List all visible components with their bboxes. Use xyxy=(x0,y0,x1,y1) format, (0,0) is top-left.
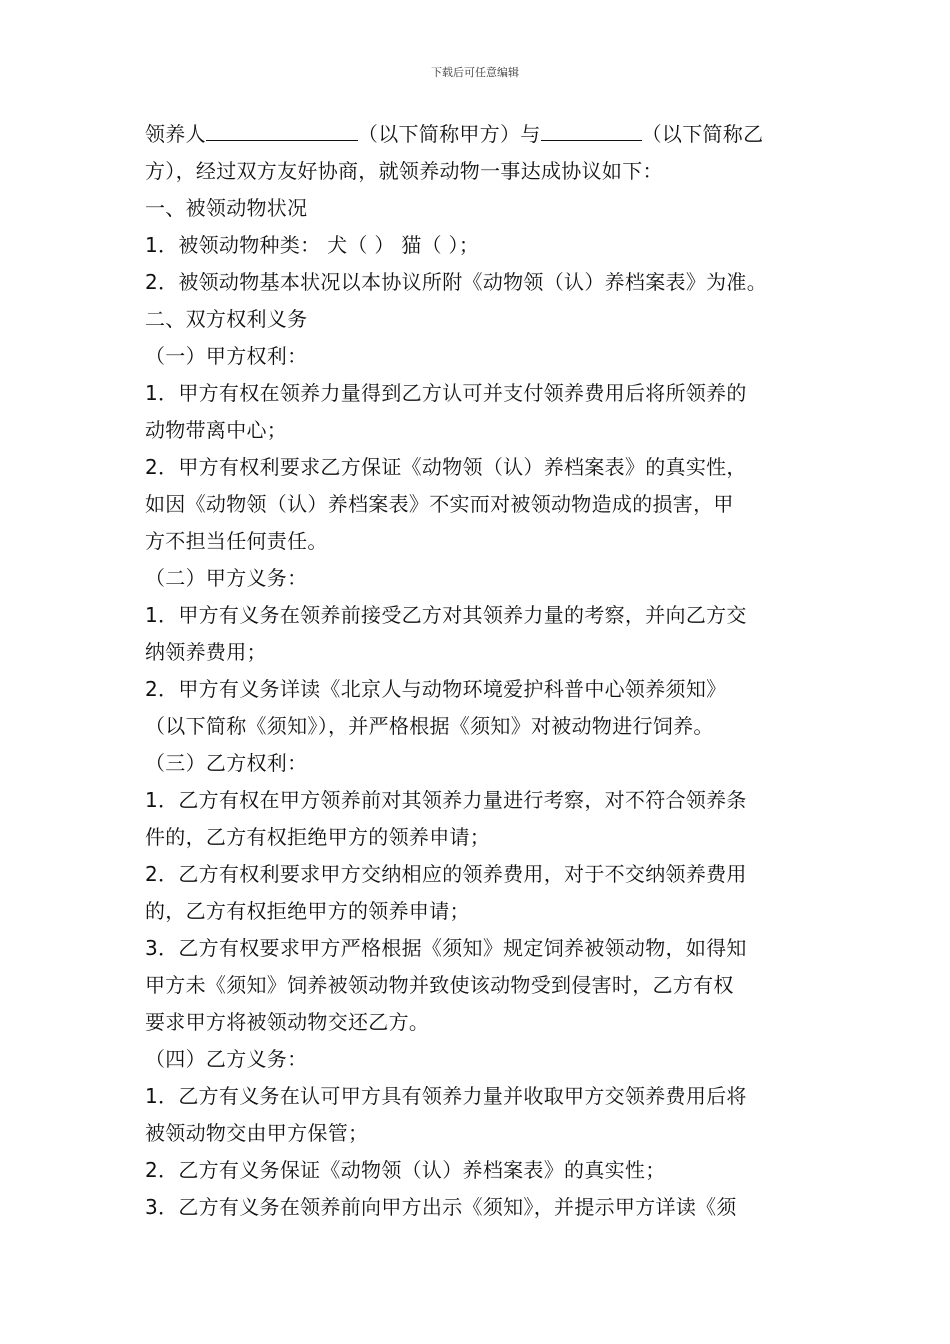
text-line: （三）乙方权利： xyxy=(145,751,308,775)
text-line: 二、双方权利义务 xyxy=(145,307,308,331)
text-line: 1．甲方有权在领养力量得到乙方认可并支付领养费用后将所领养的 xyxy=(145,381,747,405)
text-line: （以下简称《须知》），并严格根据《须知》对被动物进行饲养。 xyxy=(145,714,714,738)
text-line: 被领动物交由甲方保管； xyxy=(145,1121,369,1145)
text-line: 1．乙方有权在甲方领养前对其领养力量进行考察，对不符合领养条 xyxy=(145,788,747,812)
agreement-body xyxy=(145,116,817,1226)
party-b-blank xyxy=(541,120,642,141)
text-line: 1．乙方有义务在认可甲方具有领养力量并收取甲方交领养费用后将 xyxy=(145,1084,747,1108)
intro-party-b-alias: （以下简称乙 xyxy=(641,122,764,146)
text-line: 2．被领动物基本状况以本协议所附《动物领（认）养档案表》为准。 xyxy=(145,270,768,294)
intro-line-1 xyxy=(145,116,817,153)
intro-party-label: 领养人 xyxy=(145,122,206,146)
text-line: 如因《动物领（认）养档案表》不实而对被领动物造成的损害，甲 xyxy=(145,492,734,516)
text-line: 甲方未《须知》饲养被领动物并致使该动物受到侵害时，乙方有权 xyxy=(145,973,734,997)
header-note: 下载后可任意编辑 xyxy=(431,66,519,79)
text-line: 纳领养费用； xyxy=(145,640,267,664)
text-line: 2．甲方有权利要求乙方保证《动物领（认）养档案表》的真实性， xyxy=(145,455,747,479)
text-line: 动物带离中心； xyxy=(145,418,288,442)
text-line: 的，乙方有权拒绝甲方的领养申请； xyxy=(145,899,470,923)
text-line: 2．乙方有义务保证《动物领（认）养档案表》的真实性； xyxy=(145,1158,666,1182)
intro-line-2: 方），经过双方友好协商，就领养动物一事达成协议如下： xyxy=(145,159,663,183)
text-line: （二）甲方义务： xyxy=(145,566,308,590)
text-line: （一）甲方权利： xyxy=(145,344,308,368)
party-a-blank xyxy=(206,120,358,141)
intro-party-a-alias: （以下简称甲方）与 xyxy=(357,122,541,146)
text-line: 3．乙方有义务在领养前向甲方出示《须知》，并提示甲方详读《须 xyxy=(145,1195,737,1219)
text-line: 2．乙方有权利要求甲方交纳相应的领养费用，对于不交纳领养费用 xyxy=(145,862,747,886)
text-line: 一、被领动物状况 xyxy=(145,196,308,220)
page-header xyxy=(0,65,950,81)
text-line: 要求甲方将被领动物交还乙方。 xyxy=(145,1010,430,1034)
text-line: 1．甲方有义务在领养前接受乙方对其领养力量的考察，并向乙方交 xyxy=(145,603,747,627)
text-line: （四）乙方义务： xyxy=(145,1047,308,1071)
text-line: 方不担当任何责任。 xyxy=(145,529,328,553)
text-line: 件的，乙方有权拒绝甲方的领养申请； xyxy=(145,825,491,849)
text-line: 3．乙方有权要求甲方严格根据《须知》规定饲养被领动物，如得知 xyxy=(145,936,747,960)
text-line: 1．被领动物种类： 犬（ ） 猫（ ）； xyxy=(145,233,480,257)
text-line: 2．甲方有义务详读《北京人与动物环境爱护科普中心领养须知》 xyxy=(145,677,727,701)
